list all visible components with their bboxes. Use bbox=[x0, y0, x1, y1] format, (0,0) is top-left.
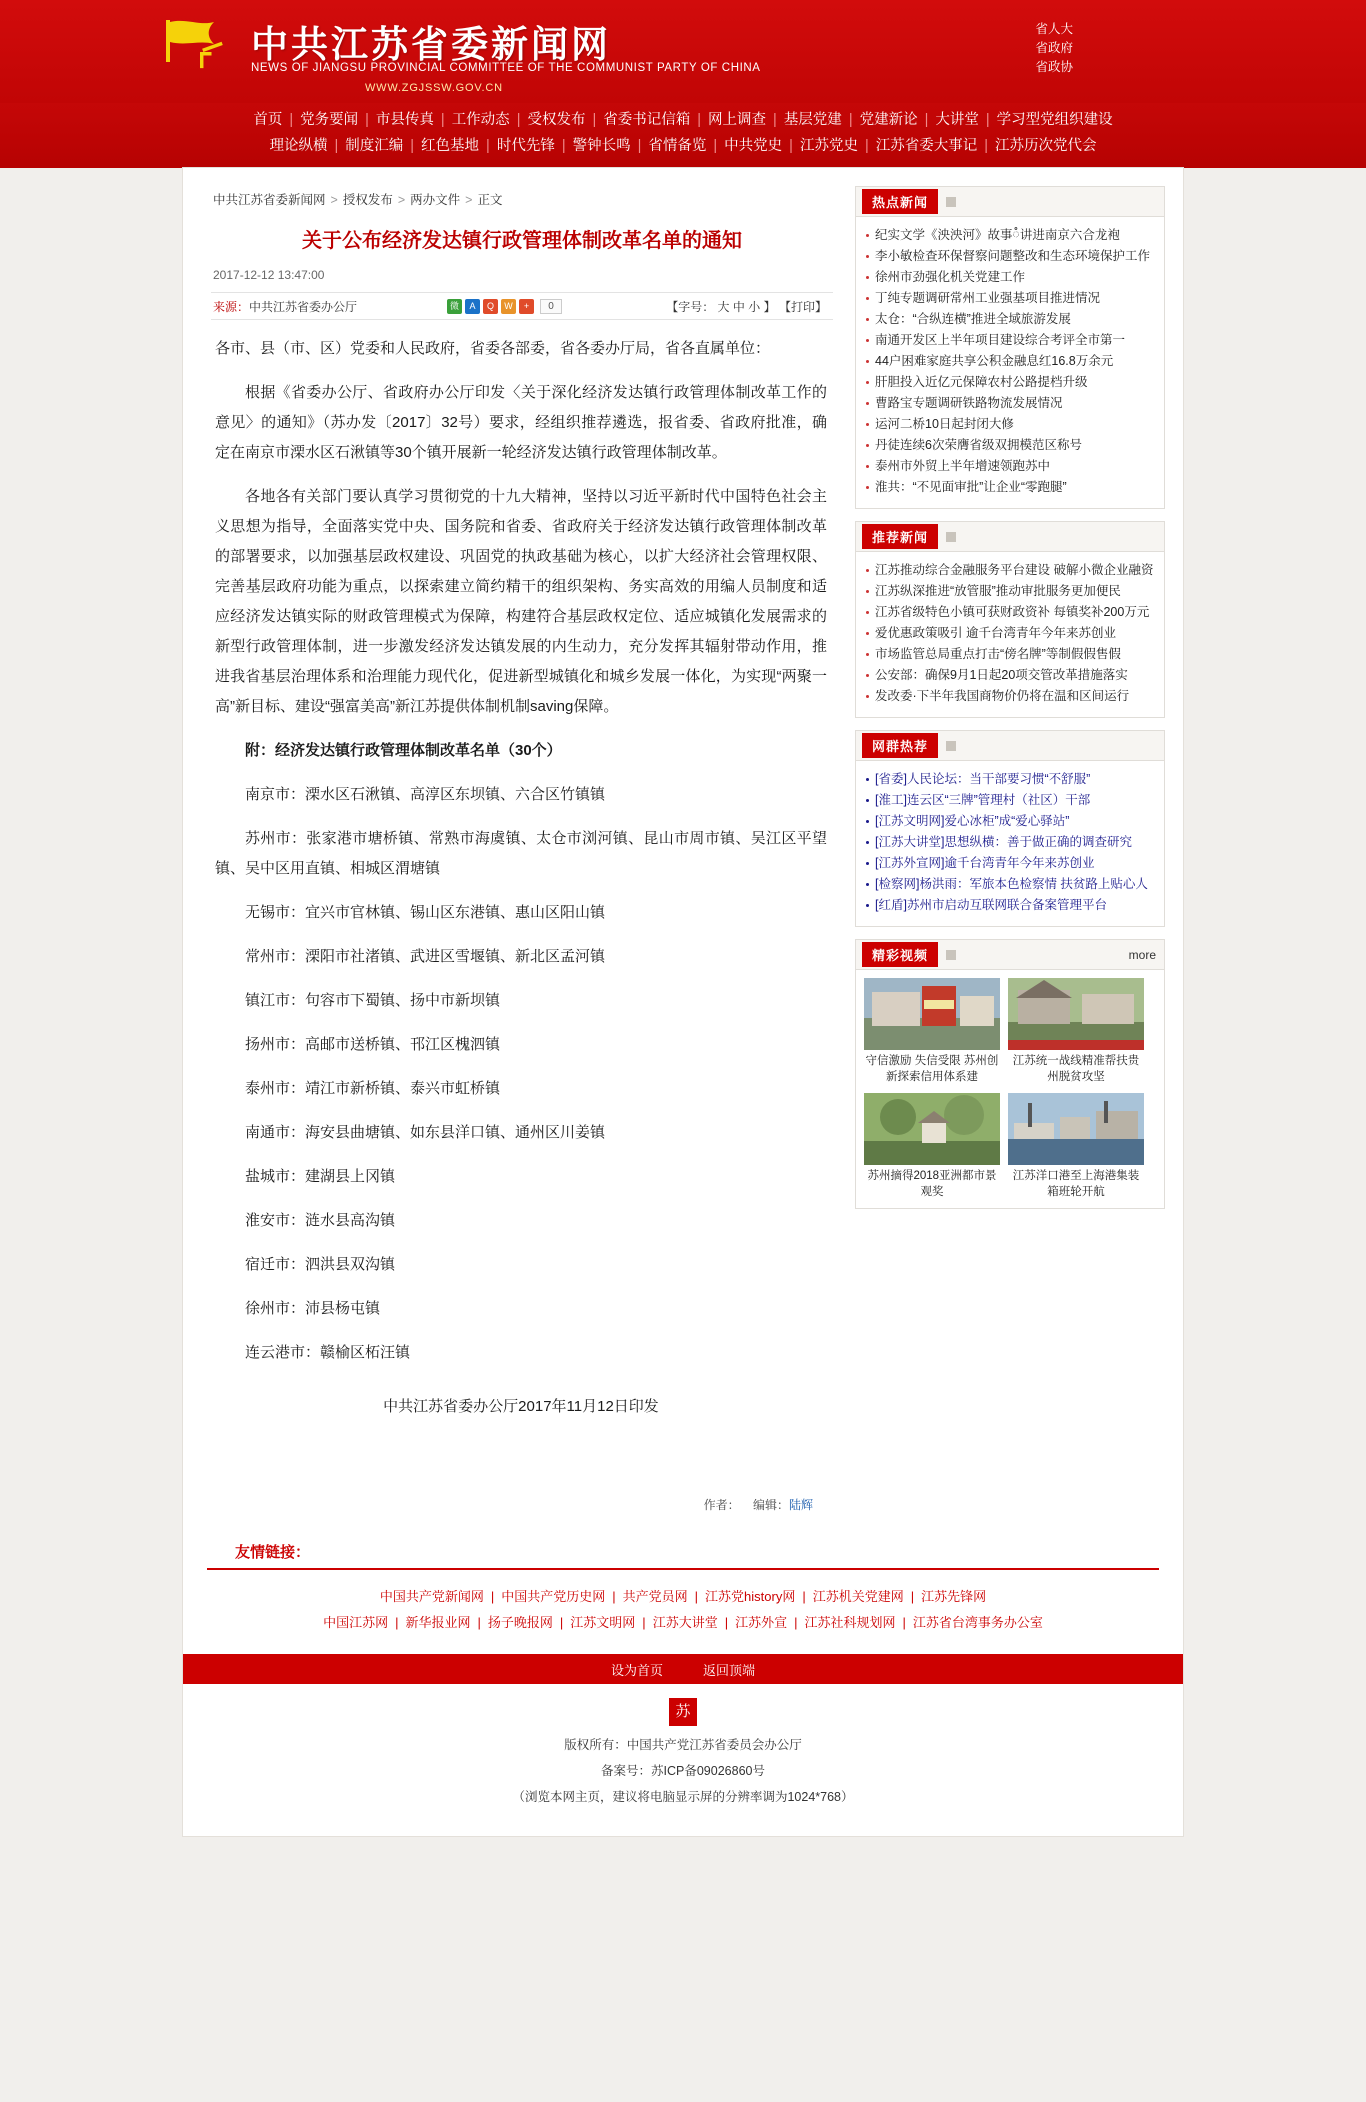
video-card[interactable] bbox=[1008, 978, 1144, 1085]
reform-list-item-7: 南通市：海安县曲塘镇、如东县洋口镇、通州区川姜镇 bbox=[245, 1124, 606, 1141]
video-caption: 守信激励 失信受限 苏州创新探索信用体系建 bbox=[865, 1055, 999, 1083]
author-label: 作者： bbox=[703, 1498, 740, 1512]
nav-sep: | bbox=[334, 138, 339, 154]
nav-sep: | bbox=[713, 138, 718, 154]
panel-forum-title: 网群热荐 bbox=[862, 733, 938, 758]
nav-sep: | bbox=[637, 138, 642, 154]
fontsize-small[interactable]: 小 bbox=[748, 299, 761, 314]
friend-links bbox=[183, 1523, 1183, 1644]
footer-actions bbox=[183, 1654, 1183, 1684]
nav-sep: | bbox=[773, 112, 777, 128]
panel-hot-news-title: 热点新闻 bbox=[862, 189, 938, 214]
nav-item-5[interactable]: 省委书记信箱 bbox=[603, 112, 691, 128]
list-item[interactable]: [江苏大讲堂]思想纵横：善于做正确的调查研究 bbox=[864, 832, 1154, 853]
publish-time: 2017-12-12 13:47:00 bbox=[213, 268, 325, 282]
fontsize-medium[interactable]: 中 bbox=[732, 299, 745, 314]
article-body bbox=[211, 320, 833, 1422]
link-sep: | bbox=[395, 1615, 399, 1630]
video-thumbnail[interactable] bbox=[864, 1093, 1000, 1165]
nav2-item-8[interactable]: 江苏省委大事记 bbox=[875, 138, 978, 154]
panel-forum-picks bbox=[855, 730, 1165, 927]
list-item[interactable]: 爱优惠政策吸引 逾千台湾青年今年来苏创业 bbox=[864, 623, 1154, 644]
list-item[interactable]: [江苏外宣网]逾千台湾青年今年来苏创业 bbox=[864, 853, 1154, 874]
link-sep: | bbox=[477, 1615, 481, 1630]
list-item[interactable]: [红盾]苏州市启动互联网联合备案管理平台 bbox=[864, 895, 1154, 916]
reform-list-item-10: 宿迁市：泗洪县双沟镇 bbox=[245, 1256, 396, 1273]
list-item[interactable]: 江苏纵深推进“放管服”推动审批服务更加便民 bbox=[864, 581, 1154, 602]
friend-link2-3[interactable]: 江苏文明网 bbox=[570, 1615, 636, 1630]
nav-sep: | bbox=[848, 112, 853, 128]
link-sep: | bbox=[794, 1615, 798, 1630]
list-item[interactable]: 李小敏检查环保督察问题整改和生态环境保护工作 bbox=[864, 246, 1154, 267]
nav-item-1[interactable]: 党务要闻 bbox=[300, 112, 359, 128]
share-qzone-icon[interactable]: Q bbox=[483, 299, 498, 314]
square-marker-icon bbox=[946, 532, 956, 542]
link-sep: | bbox=[490, 1589, 495, 1604]
friend-link2-1[interactable]: 新华报业网 bbox=[405, 1615, 471, 1630]
friend-link-2[interactable]: 共产党员网 bbox=[622, 1589, 688, 1604]
hot-news-list bbox=[864, 225, 1154, 498]
share-bar[interactable] bbox=[447, 299, 562, 314]
link-sep: | bbox=[902, 1615, 906, 1630]
gov-links[interactable] bbox=[1035, 20, 1073, 77]
fontsize-large[interactable]: 大 bbox=[717, 299, 730, 314]
panel-hot-news bbox=[855, 186, 1165, 509]
page-title: 关于公布经济发达镇行政管理体制改革名单的通知 bbox=[302, 230, 742, 252]
list-item[interactable]: [省委]人民论坛：当干部要习惯“不舒服” bbox=[864, 769, 1154, 790]
reform-list-item-2: 无锡市：宜兴市官林镇、锡山区东港镇、惠山区阳山镇 bbox=[245, 904, 606, 921]
list-item[interactable]: 市场监管总局重点打击“傍名牌”等制假假售假 bbox=[864, 644, 1154, 665]
article-column bbox=[183, 168, 855, 1523]
friend-link2-5[interactable]: 江苏外宣 bbox=[735, 1615, 788, 1630]
friend-link-4[interactable]: 江苏机关党建网 bbox=[812, 1589, 904, 1604]
share-count: 0 bbox=[540, 299, 562, 314]
list-item[interactable]: 44户困难家庭共享公积金融息红16.8万余元 bbox=[864, 351, 1154, 372]
nav2-item-5[interactable]: 省情备览 bbox=[648, 138, 707, 154]
panel-videos-header bbox=[856, 940, 1164, 970]
panel-recommended-header bbox=[856, 522, 1164, 552]
forum-picks-list bbox=[864, 769, 1154, 916]
nav2-item-1[interactable]: 制度汇编 bbox=[345, 138, 404, 154]
video-card[interactable] bbox=[864, 978, 1000, 1085]
nav-sep: | bbox=[289, 112, 294, 128]
fontsize-label: 【字号： bbox=[666, 299, 715, 314]
list-item[interactable]: 丁纯专题调研常州工业强基项目推进情况 bbox=[864, 288, 1154, 309]
gov-link-1[interactable]: 省政府 bbox=[1035, 41, 1073, 55]
link-sep: | bbox=[612, 1589, 616, 1604]
nav-item-10[interactable]: 学习型党组织建设 bbox=[996, 112, 1113, 128]
panel-forum-header bbox=[856, 731, 1164, 761]
breadcrumb bbox=[211, 186, 833, 220]
breadcrumb-item-2[interactable]: 两办文件 bbox=[410, 193, 461, 207]
article-signature: 中共江苏省委办公厅2017年11月12日印发 bbox=[383, 1398, 659, 1415]
share-wechat-icon[interactable]: 微 bbox=[447, 299, 462, 314]
nav-sep: | bbox=[924, 112, 929, 128]
list-item[interactable]: 江苏省级特色小镇可获财政资补 每镇奖补200万元 bbox=[864, 602, 1154, 623]
source-label: 来源： bbox=[213, 299, 250, 314]
nav-sep: | bbox=[864, 138, 869, 154]
list-item[interactable]: 徐州市劲强化机关党建工作 bbox=[864, 267, 1154, 288]
reform-list-item-6: 泰州市：靖江市新桥镇、泰兴市虹桥镇 bbox=[245, 1080, 501, 1097]
friend-link-1[interactable]: 中国共产党历史网 bbox=[501, 1589, 606, 1604]
site-url: WWW.ZGJSSW.GOV.CN bbox=[365, 82, 503, 94]
sidebar bbox=[855, 168, 1183, 1221]
friend-link2-4[interactable]: 江苏大讲堂 bbox=[652, 1615, 718, 1630]
attachment-title: 附：经济发达镇行政管理体制改革名单（30个） bbox=[245, 742, 562, 759]
share-more-icon[interactable]: + bbox=[519, 299, 534, 314]
main-nav bbox=[0, 103, 1366, 168]
list-item[interactable]: 南通开发区上半年项目建设综合考评全市第一 bbox=[864, 330, 1154, 351]
nav-sep: | bbox=[516, 112, 521, 128]
copyright-line: 版权所有：中国共产党江苏省委员会办公厅 bbox=[564, 1738, 802, 1752]
friend-link-5[interactable]: 江苏先锋网 bbox=[921, 1589, 987, 1604]
nav-item-7[interactable]: 基层党建 bbox=[783, 112, 842, 128]
breadcrumb-sep: > bbox=[465, 193, 473, 207]
reform-list-item-9: 淮安市：涟水县高沟镇 bbox=[245, 1212, 396, 1229]
seal-icon: 苏 bbox=[669, 1698, 697, 1726]
nav-row-1 bbox=[183, 107, 1183, 133]
share-weibo-icon[interactable]: W bbox=[501, 299, 516, 314]
nav-item-2[interactable]: 市县传真 bbox=[375, 112, 434, 128]
video-caption: 江苏统一战线精准帮扶贵州脱贫攻坚 bbox=[1012, 1055, 1140, 1083]
friend-link-0[interactable]: 中国共产党新闻网 bbox=[379, 1589, 484, 1604]
list-item[interactable]: 曹路宝专题调研铁路物流发展情况 bbox=[864, 393, 1154, 414]
reform-list-item-11: 徐州市：沛县杨屯镇 bbox=[245, 1300, 381, 1317]
link-sep: | bbox=[910, 1589, 915, 1604]
friend-link2-0[interactable]: 中国江苏网 bbox=[323, 1615, 389, 1630]
reform-list-item-3: 常州市：溧阳市社渚镇、武进区雪堰镇、新北区孟河镇 bbox=[245, 948, 606, 965]
square-marker-icon bbox=[946, 741, 956, 751]
nav2-item-0[interactable]: 理论纵横 bbox=[269, 138, 328, 154]
friend-link2-7[interactable]: 江苏省台湾事务办公室 bbox=[912, 1615, 1043, 1630]
nav2-item-7[interactable]: 江苏党史 bbox=[799, 138, 858, 154]
article-paragraph-2: 各地各有关部门要认真学习贯彻党的十九大精神，坚持以习近平新时代中国特色社会主义思想为指导，全面落实党中央、国务院和省委、省政府关于经济发达镇行政管理体制改革的部署要求，以加强基层政权建设、巩固党的执政基础为核心，以扩大经济社会管理权限、完善基层政府功能为重点，以探索建立简约精干的组织架构、务实高效的用编人员制度和适应经济发达镇实际的财政管理模式为保障，构建符合基层政权定位、适应城镇化发展需求的新型行政管理体制，进一步激发经济发达镇发展的内生动力，充分发挥其辐射带动作用，推进我省基层治理体系和治理能力现代化，促进新型城镇化和城乡发展一体化，为实现“两聚一高”新目标、建设“强富美高”新江苏提供体制机制saving保障。 bbox=[215, 488, 827, 715]
source-name: 中共江苏省委办公厅 bbox=[249, 299, 358, 314]
nav-sep: | bbox=[985, 112, 990, 128]
nav-row-2 bbox=[183, 133, 1183, 159]
video-caption: 江苏洋口港至上海港集装箱班轮开航 bbox=[1012, 1170, 1140, 1198]
article-meta-bar bbox=[211, 292, 833, 320]
friend-links-row-1 bbox=[183, 1584, 1183, 1610]
reform-list-item-0: 南京市：溧水区石湫镇、高淳区东坝镇、六合区竹镇镇 bbox=[245, 786, 606, 803]
reform-list-item-5: 扬州市：高邮市送桥镇、邗江区槐泗镇 bbox=[245, 1036, 501, 1053]
article-paragraph-1: 根据《省委办公厅、省政府办公厅印发〈关于深化经济发达镇行政管理体制改革工作的意见〉的通知》（苏办发〔2017〕32号）要求，经组织推荐遴选，报省委、省政府批准，确定在南京市溧水区石湫镇等30个镇开展新一轮经济发达镇行政管理体制改革。 bbox=[215, 384, 827, 461]
nav-item-6[interactable]: 网上调查 bbox=[708, 112, 767, 128]
share-alipay-icon[interactable]: A bbox=[465, 299, 480, 314]
video-thumbnail[interactable] bbox=[1008, 1093, 1144, 1165]
panel-hot-news-header bbox=[856, 187, 1164, 217]
list-item[interactable]: [检察网]杨洪雨：军旅本色检察情 扶贫路上贴心人 bbox=[864, 874, 1154, 895]
site-masthead bbox=[0, 0, 1366, 103]
party-emblem-icon bbox=[156, 12, 234, 84]
friend-links-title: 友情链接： bbox=[207, 1541, 1159, 1570]
gov-link-2[interactable]: 省政协 bbox=[1035, 60, 1073, 74]
list-item[interactable]: [淮工]连云区“三牌”管理村（社区）干部 bbox=[864, 790, 1154, 811]
fontsize-close: 】 bbox=[763, 299, 776, 314]
nav-sep: | bbox=[486, 138, 490, 154]
nav-sep: | bbox=[697, 112, 702, 128]
breadcrumb-item-1[interactable]: 授权发布 bbox=[342, 193, 393, 207]
list-item[interactable]: 太仓：“合纵连横”推进全域旅游发展 bbox=[864, 309, 1154, 330]
link-sep: | bbox=[802, 1589, 806, 1604]
breadcrumb-item-0[interactable]: 中共江苏省委新闻网 bbox=[213, 193, 326, 207]
article-paragraph-0: 各市、县（市、区）党委和人民政府，省委各部委，省各委办厅局，省各直属单位： bbox=[215, 340, 771, 357]
link-sep: | bbox=[694, 1589, 699, 1604]
video-card[interactable] bbox=[864, 1093, 1000, 1200]
nav-sep: | bbox=[410, 138, 415, 154]
list-item[interactable]: 丹徒连续6次荣膺省级双拥模范区称号 bbox=[864, 435, 1154, 456]
site-footer bbox=[183, 1684, 1183, 1836]
nav-sep: | bbox=[561, 138, 566, 154]
nav-item-4[interactable]: 受权发布 bbox=[527, 112, 586, 128]
nav-sep: | bbox=[365, 112, 369, 128]
editor-name[interactable]: 陆辉 bbox=[788, 1498, 813, 1512]
back-to-top-button[interactable]: 返回顶端 bbox=[703, 1662, 756, 1678]
site-title: 中共江苏省委新闻网 bbox=[251, 25, 611, 66]
list-item[interactable]: 江苏推动综合金融服务平台建设 破解小微企业融资 bbox=[864, 560, 1154, 581]
reform-list-item-8: 盐城市：建湖县上冈镇 bbox=[245, 1168, 396, 1185]
video-caption: 苏州摘得2018亚洲都市景观奖 bbox=[867, 1170, 997, 1198]
nav-sep: | bbox=[984, 138, 989, 154]
video-grid bbox=[856, 970, 1164, 1208]
breadcrumb-item-3: 正文 bbox=[477, 193, 503, 207]
nav-sep: | bbox=[789, 138, 793, 154]
nav-sep: | bbox=[440, 112, 445, 128]
nav2-item-6[interactable]: 中共党史 bbox=[724, 138, 783, 154]
friend-link-3[interactable]: 江苏党history网 bbox=[705, 1589, 796, 1604]
breadcrumb-sep: > bbox=[397, 193, 406, 207]
reform-list-item-4: 镇江市：句容市下蜀镇、扬中市新坝镇 bbox=[245, 992, 501, 1009]
nav-item-3[interactable]: 工作动态 bbox=[451, 112, 510, 128]
content-wrapper bbox=[183, 168, 1183, 1836]
link-sep: | bbox=[642, 1615, 646, 1630]
panel-videos bbox=[855, 939, 1165, 1209]
nav2-item-9[interactable]: 江苏历次党代会 bbox=[995, 138, 1097, 154]
panel-videos-title: 精彩视频 bbox=[862, 942, 938, 967]
site-subtitle: NEWS OF JIANGSU PROVINCIAL COMMITTEE OF THE COMMUNIST PARTY OF CHINA bbox=[251, 62, 761, 74]
nav2-item-4[interactable]: 警钟长鸣 bbox=[572, 138, 631, 154]
list-item[interactable]: 淮共：“不见面审批”让企业“零跑腿” bbox=[864, 477, 1154, 498]
list-item[interactable]: 纪实文学《泱泱河》故事ំ讲进南京六合龙袍 bbox=[864, 225, 1154, 246]
panel-recommended-title: 推荐新闻 bbox=[862, 524, 938, 549]
link-sep: | bbox=[559, 1615, 564, 1630]
editor-label: 编辑： bbox=[752, 1498, 789, 1512]
nav2-item-2[interactable]: 红色基地 bbox=[421, 138, 480, 154]
video-thumbnail[interactable] bbox=[1008, 978, 1144, 1050]
breadcrumb-sep: > bbox=[330, 193, 338, 207]
friend-link2-2[interactable]: 扬子晚报网 bbox=[487, 1615, 553, 1630]
nav-sep: | bbox=[592, 112, 597, 128]
fontsize-controls[interactable] bbox=[666, 298, 827, 315]
panel-recommended-news bbox=[855, 521, 1165, 718]
recommended-news-list bbox=[864, 560, 1154, 707]
gov-link-0[interactable]: 省人大 bbox=[1035, 22, 1073, 36]
nav2-item-3[interactable]: 时代先锋 bbox=[496, 138, 555, 154]
resolution-hint: （浏览本网主页，建议将电脑显示屏的分辨率调为1024*768） bbox=[512, 1790, 854, 1804]
list-item[interactable]: 公安部：确保9月1日起20项交管改革措施落实 bbox=[864, 665, 1154, 686]
print-button[interactable]: 【打印】 bbox=[778, 299, 827, 314]
link-sep: | bbox=[724, 1615, 729, 1630]
videos-more-link[interactable]: more bbox=[1128, 947, 1156, 962]
article-credits bbox=[211, 1436, 833, 1523]
video-thumbnail[interactable] bbox=[864, 978, 1000, 1050]
list-item[interactable]: [江苏文明网]爱心冰柜”成“爱心驿站” bbox=[864, 811, 1154, 832]
reform-list-item-12: 连云港市：赣榆区柘汪镇 bbox=[245, 1344, 411, 1361]
square-marker-icon bbox=[946, 950, 956, 960]
list-item[interactable]: 泰州市外贸上半年增速领跑苏中 bbox=[864, 456, 1154, 477]
list-item[interactable]: 发改委·下半年我国商物价仍将在温和区间运行 bbox=[864, 686, 1154, 707]
friend-link2-6[interactable]: 江苏社科规划网 bbox=[804, 1615, 896, 1630]
nav-item-0[interactable]: 首页 bbox=[253, 112, 283, 128]
nav-item-8[interactable]: 党建新论 bbox=[859, 112, 918, 128]
reform-list-item-1: 苏州市：张家港市塘桥镇、常熟市海虞镇、太仓市浏河镇、昆山市周市镇、吴江区平望镇、吴中区用直镇、相城区渭塘镇 bbox=[215, 830, 827, 877]
nav-item-9[interactable]: 大讲堂 bbox=[935, 112, 979, 128]
friend-links-row-2 bbox=[183, 1610, 1183, 1636]
set-homepage-button[interactable]: 设为首页 bbox=[610, 1662, 663, 1678]
list-item[interactable]: 肝胆投入近亿元保障农村公路提档升级 bbox=[864, 372, 1154, 393]
icp-line: 备案号：苏ICP备09026860号 bbox=[601, 1764, 765, 1778]
list-item[interactable]: 运河二桥10日起封闭大修 bbox=[864, 414, 1154, 435]
video-card[interactable] bbox=[1008, 1093, 1144, 1200]
square-marker-icon bbox=[946, 197, 956, 207]
